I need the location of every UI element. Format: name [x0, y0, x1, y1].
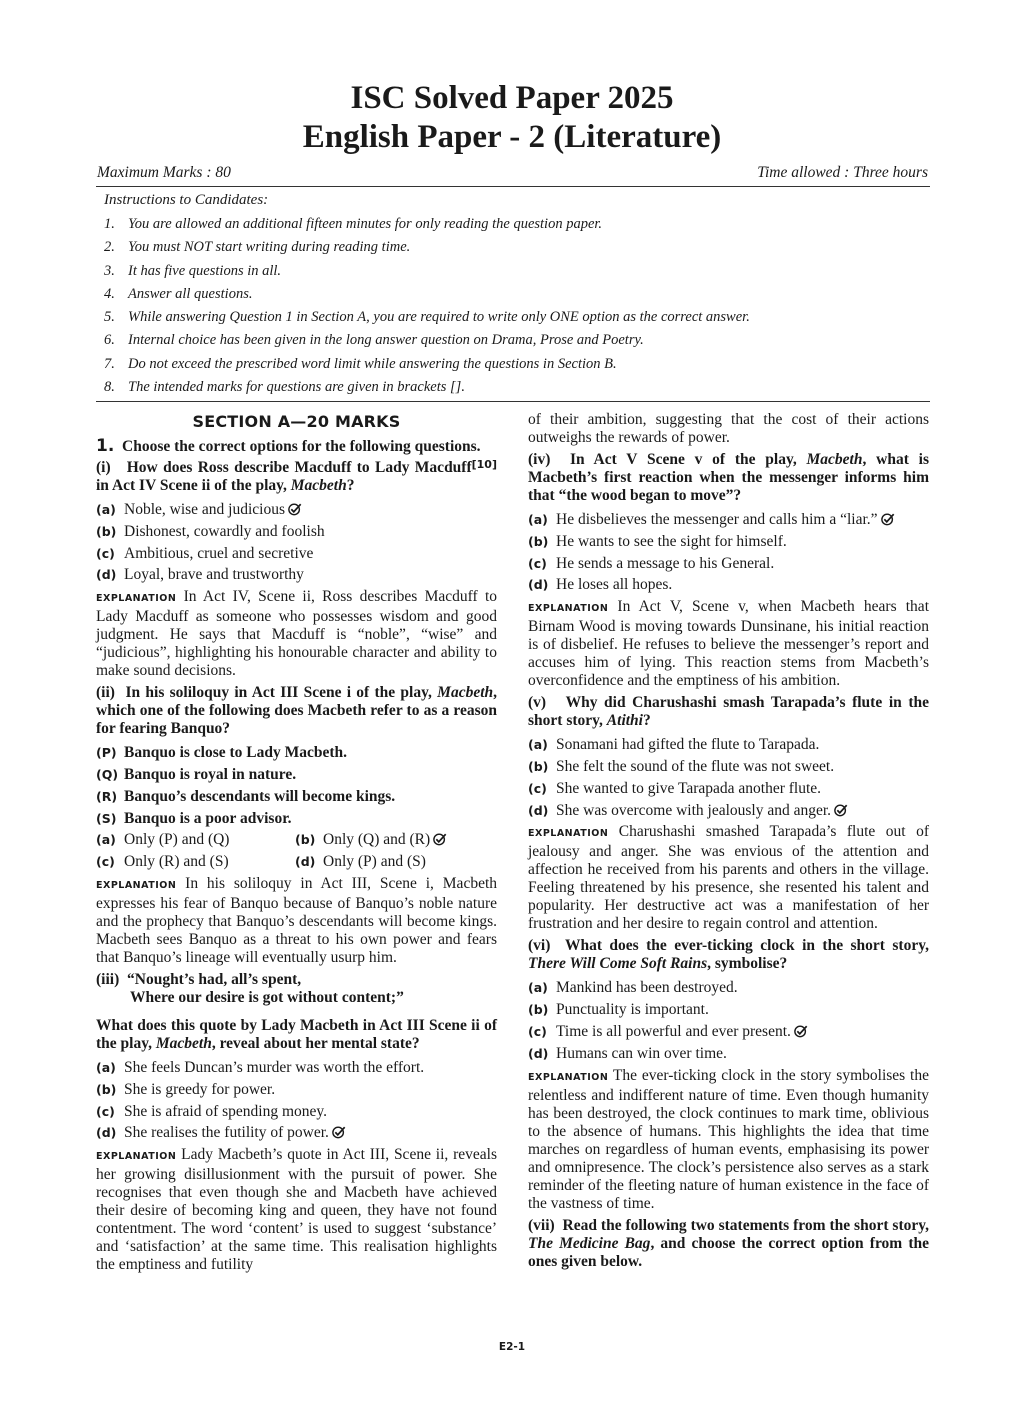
option-c: (c) Only (R) and (S): [96, 853, 229, 871]
question-iv: (iv) In Act V Scene v of the play, Macbeth, what is Macbeth’s first reaction when the messenger informs him that “the wood began to move”?: [528, 451, 929, 504]
explanation: EXPLANATION The ever-ticking clock in the story symbolises the relentless and indifferent nature of time. Even though humanity has been destroyed, the clock continues to mark time, oblivious to the absence of humans. This highlights the idea that time marches on regardless of human events, emphasising its power and omnipresence. The clock’s persistence also serves as a stark reminder of the fleeting nature of human existence in the face of the vastness of time.: [528, 1066, 929, 1212]
option-d: (d) Loyal, brave and trustworthy: [96, 566, 304, 584]
question-vi: (vi) What does the ever-ticking clock in the short story, There Will Come Soft Rains, symbolise?: [528, 937, 929, 973]
question-iii-quote: (iii) “Nought’s had, all’s spent, Where our desire is got without content;”: [96, 970, 404, 1006]
explanation: EXPLANATION Lady Macbeth’s quote in Act III, Scene ii, reveals her growing disillusionment with the pursuit of power. She recognises that even though she and Macbeth have achieved their desire of becoming king and queen, they have not found contentment. The word ‘content’ is used to suggest ‘substance’ and ‘satisfaction’ at the same time. This realisation highlights the emptiness and futility: [96, 1146, 497, 1274]
section-heading: SECTION A—20 MARKS: [192, 412, 401, 431]
instructions-heading: Instructions to Candidates:: [104, 192, 269, 208]
check-icon: [794, 1024, 808, 1038]
explanation: EXPLANATION In his soliloquy in Act III, Scene i, Macbeth expresses his fear of Banquo because of Banquo’s noble nature and the prophecy that Banquo’s descendants will become kings. Macbeth sees Banquo as a threat to his own power and fears that Banquo’s lineage will eventually usurp him.: [96, 874, 498, 966]
question-v: (v) Why did Charushashi smash Tarapada’s flute in the short story, Atithi?: [528, 694, 929, 730]
explanation-continued: of their ambition, suggesting that the cost of their actions outweighs the rewards of power.: [528, 411, 929, 446]
check-icon: [834, 803, 848, 817]
option-b: (b) She felt the sound of the flute was not sweet.: [528, 757, 835, 775]
explanation: EXPLANATION In Act IV, Scene ii, Ross describes Macduff to Lady Macduff as someone who possesses wisdom and good judgment. He says that Macduff is “noble”, “wise” and “judicious”, highlighting his honourable character and ability to make sound decisions.: [96, 588, 498, 680]
option-d: (d) She was overcome with jealously and anger.: [528, 800, 929, 822]
check-icon: [332, 1125, 346, 1139]
question-marks: [10]: [471, 458, 497, 471]
option-b: (b) He wants to see the sight for himself.: [528, 532, 787, 550]
instruction-item: 5. While answering Question 1 in Section A, you are required to write only ONE option as the correct answer.: [104, 309, 750, 326]
option-a: (a) Sonamani had gifted the flute to Tarapada.: [528, 736, 820, 754]
paper-subtitle: English Paper - 2 (Literature): [302, 119, 722, 155]
instruction-item: 7. Do not exceed the prescribed word limit while answering the questions in Section B.: [104, 355, 617, 372]
options-row: [96, 829, 497, 851]
question-vii: (vii) Read the following two statements from the short story, The Medicine Bag, and choose the correct option from the ones given below.: [528, 1216, 930, 1270]
option-c: (c) She wanted to give Tarapada another flute.: [528, 779, 822, 797]
time-allowed: Time allowed : Three hours: [757, 164, 928, 181]
question-i: (i) How does Ross describe Macduff to Lady Macduff in Act IV Scene ii of the play, Macbeth?: [96, 459, 472, 494]
instruction-item: 4. Answer all questions.: [104, 285, 253, 302]
instructions-list: [104, 213, 924, 399]
left-column: [96, 411, 497, 1278]
statement-r: (R) Banquo’s descendants will become kings.: [96, 787, 396, 805]
check-icon: [433, 832, 447, 846]
explanation: EXPLANATION Charushashi smashed Tarapada’s flute out of jealousy and anger. She was envious of the attention and affection he received from his parents and others in the village. Feeling threatened by his presence, she resented his talent and popularity. Her destructive act was a manifestation of her frustration and her desire to regain control and attention.: [528, 823, 930, 933]
option-c: (c) She is afraid of spending money.: [96, 1102, 328, 1120]
instruction-item: 1. You are allowed an additional fifteen minutes for only reading the question paper.: [104, 216, 603, 232]
statement-p: (P) Banquo is close to Lady Macbeth.: [96, 744, 348, 762]
option-a: (a) She feels Duncan’s murder was worth the effort.: [96, 1058, 425, 1076]
option-c: (c) Time is all powerful and ever present.: [528, 1021, 929, 1043]
option-a: (a) He disbelieves the messenger and calls him a “liar.”: [528, 509, 929, 531]
check-icon: [881, 512, 895, 526]
option-b: (b) Dishonest, cowardly and foolish: [96, 522, 325, 540]
instruction-item: 3. It has five questions in all.: [104, 262, 282, 279]
option-d: (d) Humans can win over time.: [528, 1044, 727, 1062]
instruction-item: 8. The intended marks for questions are given in brackets [].: [104, 379, 465, 396]
check-icon: [288, 502, 302, 516]
options-row: [96, 851, 497, 873]
option-b: (b) She is greedy for power.: [96, 1080, 276, 1098]
instruction-item: 6. Internal choice has been given in the long answer question on Drama, Prose and Poetry.: [104, 332, 644, 349]
instructions-divider: [96, 401, 930, 402]
option-c: (c) He sends a message to his General.: [528, 554, 775, 572]
option-d: (d) She realises the futility of power.: [96, 1122, 497, 1144]
option-b: (b) Only (Q) and (R): [295, 829, 494, 851]
question-ii: (ii) In his soliloquy in Act III Scene i of the play, Macbeth, which one of the following does Macbeth refer to as a reason for fearing Banquo?: [96, 684, 497, 738]
right-column: [528, 411, 929, 1275]
statement-q: (Q) Banquo is royal in nature.: [96, 765, 297, 783]
option-b: (b) Punctuality is important.: [528, 1001, 709, 1019]
option-a: (a) Only (P) and (Q): [96, 831, 230, 849]
maximum-marks: Maximum Marks : 80: [97, 164, 231, 181]
instruction-item: 2. You must NOT start writing during reading time.: [104, 239, 411, 256]
option-c: (c) Ambitious, cruel and secretive: [96, 544, 314, 562]
option-d: (d) He loses all hopes.: [528, 576, 673, 594]
option-d: (d) Only (P) and (S): [295, 853, 426, 871]
header-divider: [96, 186, 930, 187]
question-iii: What does this quote by Lady Macbeth in Act III Scene ii of the play, Macbeth, reveal about her mental state?: [96, 1016, 497, 1052]
statement-s: (S) Banquo is a poor advisor.: [96, 809, 292, 827]
paper-title: ISC Solved Paper 2025: [350, 80, 674, 116]
option-a: (a) Noble, wise and judicious: [96, 499, 497, 521]
question-1-heading: 1. Choose the correct options for the following questions. [10]: [96, 437, 497, 456]
page-number: E2-1: [498, 1341, 526, 1353]
option-a: (a) Mankind has been destroyed.: [528, 979, 738, 997]
explanation: EXPLANATION In Act V, Scene v, when Macbeth hears that Birnam Wood is moving towards Dunsinane, his initial reaction is of disbelief. He refuses to believe the messenger’s report and accuses him of lying. This reaction stems from Macbeth’s overconfidence and the emptiness of his ambition.: [528, 598, 929, 690]
